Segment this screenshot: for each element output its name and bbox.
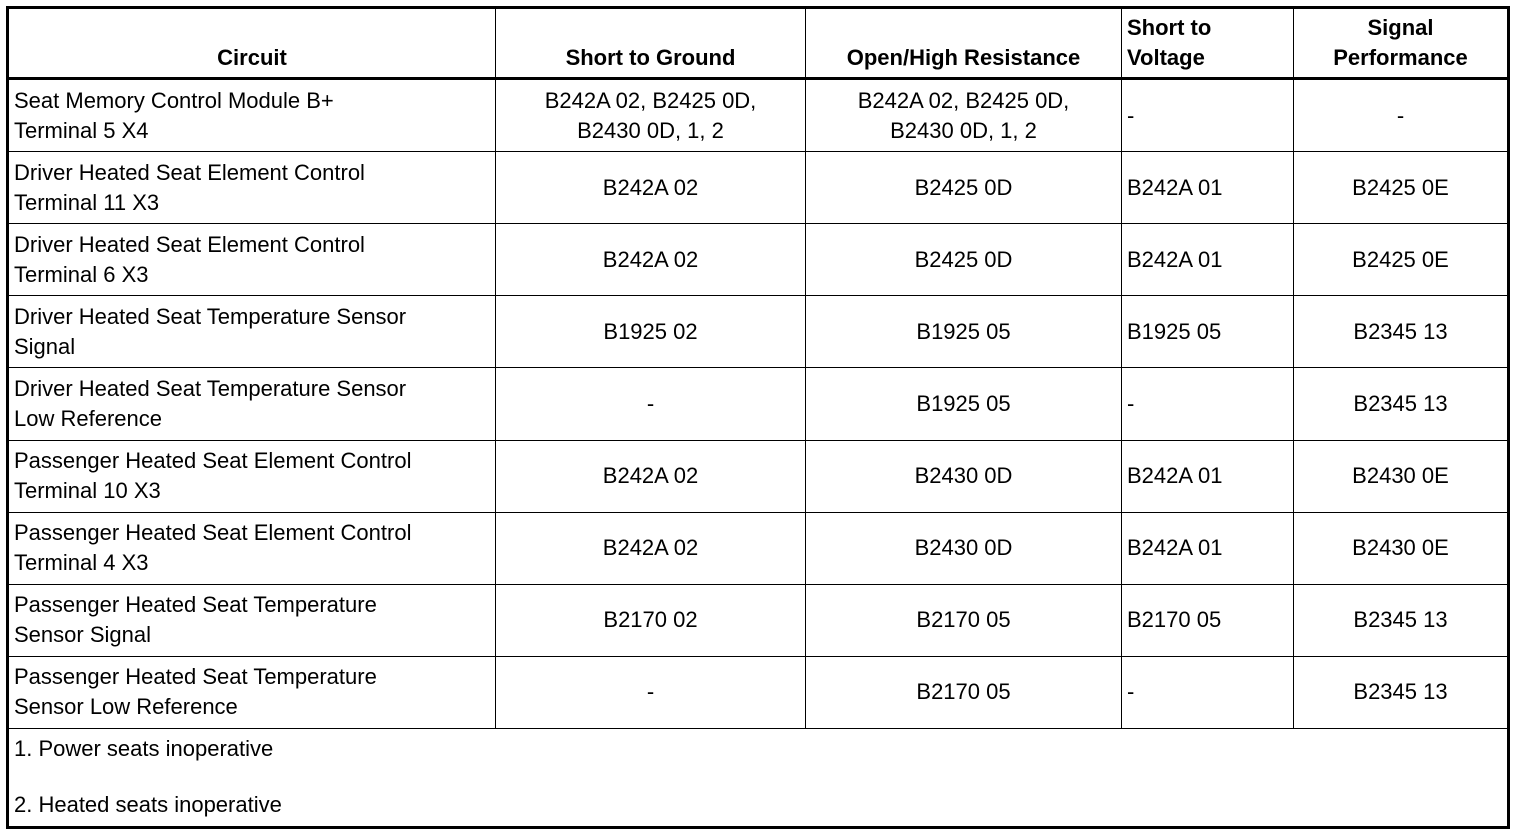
cell-short-to-ground: -: [496, 368, 806, 440]
cell-short-to-ground: -: [496, 656, 806, 728]
cell-circuit-line-1: Driver Heated Seat Temperature Sensor: [14, 376, 407, 401]
cell-signal-performance: B2425 0E: [1294, 152, 1509, 224]
cell-open-high-resistance: B2425 0D: [806, 152, 1122, 224]
table-row: [8, 656, 1509, 728]
table-row: [8, 152, 1509, 224]
header-signal-performance-line-2: Performance: [1333, 45, 1468, 70]
cell-signal-performance: B2430 0E: [1294, 440, 1509, 512]
note-spacer: [14, 763, 1502, 791]
cell-circuit-line-1: Passenger Heated Seat Temperature: [14, 592, 377, 618]
cell-signal-performance: B2345 13: [1294, 296, 1509, 368]
cell-signal-performance: B2345 13: [1294, 656, 1509, 728]
cell-short-to-voltage: -: [1122, 656, 1294, 728]
cell-short-to-voltage: B242A 01: [1122, 440, 1294, 512]
header-short-to-voltage-line-2: Voltage: [1127, 45, 1205, 70]
cell-short-to-ground: B1925 02: [496, 296, 806, 368]
cell-signal-performance: -: [1294, 79, 1509, 152]
cell-open-high-resistance: B1925 05: [806, 368, 1122, 440]
cell-circuit-line-2: Terminal 6 X3: [14, 261, 149, 287]
table-row: [8, 584, 1509, 656]
cell-short-to-voltage: B242A 01: [1122, 152, 1294, 224]
cell-short-to-voltage: -: [1122, 79, 1294, 152]
cell-open-high-resistance: B2430 0D: [806, 512, 1122, 584]
cell-circuit: [8, 584, 496, 656]
table-row: [8, 368, 1509, 440]
cell-open-high-resistance: B2170 05: [806, 584, 1122, 656]
cell-short-to-ground-line-1: B242A 02, B2425 0D,: [544, 87, 757, 113]
cell-short-to-voltage: B2170 05: [1122, 584, 1294, 656]
cell-open-high-resistance: B2425 0D: [806, 224, 1122, 296]
note-2: 2. Heated seats inoperative: [14, 792, 282, 818]
cell-open-high-resistance: B1925 05: [806, 296, 1122, 368]
cell-short-to-voltage: B242A 01: [1122, 224, 1294, 296]
cell-short-to-ground: B242A 02: [496, 224, 806, 296]
cell-open-high-resistance: [806, 79, 1122, 152]
cell-circuit-line-1: Seat Memory Control Module B+: [14, 87, 334, 113]
cell-circuit-line-2: Sensor Signal: [14, 622, 151, 648]
cell-short-to-voltage: B242A 01: [1122, 512, 1294, 584]
cell-circuit: [8, 656, 496, 728]
cell-short-to-ground: B242A 02: [496, 440, 806, 512]
circuit-diagnostic-table: [6, 6, 1510, 829]
cell-open-high-resistance-line-1: B242A 02, B2425 0D,: [857, 87, 1070, 113]
table-notes: [8, 728, 1509, 827]
cell-circuit-line-2: Terminal 5 X4: [14, 117, 149, 143]
cell-short-to-ground: B242A 02: [496, 152, 806, 224]
cell-signal-performance: B2345 13: [1294, 368, 1509, 440]
header-short-to-ground: Short to Ground: [496, 8, 806, 79]
cell-short-to-ground: B2170 02: [496, 584, 806, 656]
cell-circuit: [8, 512, 496, 584]
cell-open-high-resistance: B2430 0D: [806, 440, 1122, 512]
cell-circuit-line-1: Passenger Heated Seat Temperature: [14, 664, 377, 690]
cell-circuit-line-2: Terminal 4 X3: [14, 550, 149, 576]
note-1: 1. Power seats inoperative: [14, 736, 274, 762]
cell-circuit-line-2: Low Reference: [14, 406, 162, 431]
header-signal-performance: [1294, 8, 1509, 79]
cell-open-high-resistance-line-2: B2430 0D, 1, 2: [890, 117, 1037, 143]
cell-circuit: [8, 152, 496, 224]
cell-short-to-ground-line-2: B2430 0D, 1, 2: [577, 117, 724, 143]
header-circuit: Circuit: [8, 8, 496, 79]
cell-circuit-line-1: Passenger Heated Seat Element Control: [14, 448, 412, 474]
cell-circuit: [8, 368, 496, 440]
cell-circuit-line-2: Sensor Low Reference: [14, 694, 238, 720]
cell-open-high-resistance: B2170 05: [806, 656, 1122, 728]
cell-circuit: [8, 79, 496, 152]
cell-circuit: [8, 224, 496, 296]
cell-short-to-voltage: B1925 05: [1122, 296, 1294, 368]
cell-circuit-line-1: Driver Heated Seat Element Control: [14, 159, 365, 185]
cell-signal-performance: B2425 0E: [1294, 224, 1509, 296]
cell-short-to-ground: B242A 02: [496, 512, 806, 584]
header-signal-performance-line-1: Signal: [1367, 15, 1434, 40]
table-row: [8, 512, 1509, 584]
table-notes-row: [8, 728, 1509, 827]
cell-circuit-line-2: Signal: [14, 333, 76, 359]
header-short-to-voltage-line-1: Short to: [1127, 15, 1212, 40]
cell-signal-performance: B2345 13: [1294, 584, 1509, 656]
cell-circuit-line-1: Driver Heated Seat Element Control: [14, 231, 365, 257]
header-open-high-resistance: Open/High Resistance: [806, 8, 1122, 79]
table-row: [8, 224, 1509, 296]
cell-circuit-line-1: Passenger Heated Seat Element Control: [14, 520, 412, 546]
table-row: [8, 296, 1509, 368]
cell-circuit: [8, 296, 496, 368]
table-row: [8, 440, 1509, 512]
header-short-to-voltage: [1122, 8, 1294, 79]
table-row: [8, 79, 1509, 152]
cell-circuit-line-1: Driver Heated Seat Temperature Sensor: [14, 303, 407, 329]
table-header-row: [8, 8, 1509, 79]
cell-short-to-ground: [496, 79, 806, 152]
cell-circuit: [8, 440, 496, 512]
cell-circuit-line-2: Terminal 11 X3: [14, 189, 160, 215]
cell-short-to-voltage: -: [1122, 368, 1294, 440]
cell-signal-performance: B2430 0E: [1294, 512, 1509, 584]
cell-circuit-line-2: Terminal 10 X3: [14, 478, 161, 504]
